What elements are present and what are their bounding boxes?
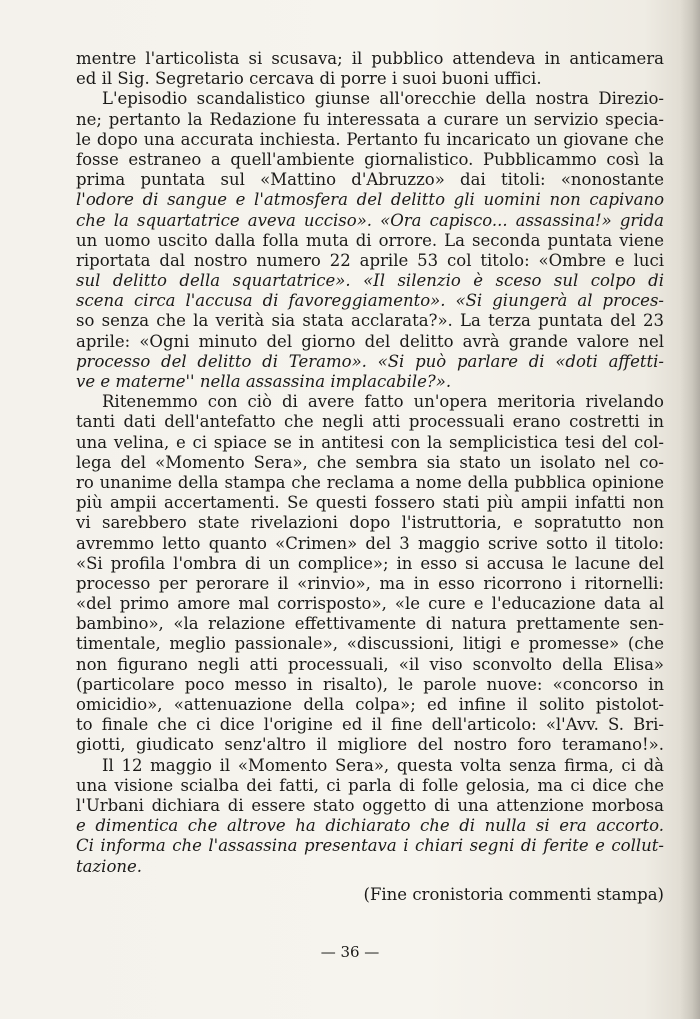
- text-line: giotti, giudicato senz'altro il migliore del nostro foro teramano!».: [76, 735, 664, 755]
- text-line: più ampii accertamenti. Se questi fossero stati più ampii infatti non: [76, 493, 664, 513]
- text-line: aprile: «Ogni minuto del giorno del delitto avrà grande valore nel: [76, 331, 664, 351]
- text-line: ne; pertanto la Redazione fu interessata a curare un servizio specia-: [76, 109, 664, 129]
- text-line: timentale, meglio passionale», «discussioni, litigi e promesse» (che: [76, 634, 664, 654]
- text-line: non figurano negli atti processuali, «il viso sconvolto della Elisa»: [76, 654, 664, 674]
- text-line: e dimentica che altrove ha dichiarato che di nulla si era accorto.: [76, 816, 664, 836]
- page-edge-shadow: [680, 0, 700, 1019]
- text-line: vi sarebbero state rivelazioni dopo l'istruttoria, e sopratutto non: [76, 513, 664, 533]
- text-line: prima puntata sul «Mattino d'Abruzzo» dai titoli: «nonostante: [76, 170, 664, 190]
- text-line: (particolare poco messo in risalto), le parole nuove: «concorso in: [76, 674, 664, 694]
- text-line: processo per perorare il «rinvio», ma in esso ricorrono i ritornelli:: [76, 573, 664, 593]
- text-line: lega del «Momento Sera», che sembra sia stato un isolato nel co-: [76, 452, 664, 472]
- body-text: [76, 49, 664, 905]
- text-line: avremmo letto quanto «Crimen» del 3 maggio scrive sotto il titolo:: [76, 533, 664, 553]
- text-line: l'odore di sangue e l'atmosfera del delitto gli uomini non capivano: [76, 190, 664, 210]
- closing-note: (Fine cronistoria commenti stampa): [363, 884, 664, 904]
- text-line: Ritenemmo con ciò di avere fatto un'opera meritoria rivelando: [102, 392, 664, 412]
- text-line: fosse estraneo a quell'ambiente giornalistico. Pubblicammo così la: [76, 149, 664, 169]
- text-line: so senza che la verità sia stata acclarata?». La terza puntata del 23: [76, 311, 664, 331]
- text-line: una visione scialba dei fatti, ci parla di folle gelosia, ma ci dice che: [76, 775, 664, 795]
- text-line: sul delitto della squartatrice». «Il silenzio è sceso sul colpo di: [76, 271, 664, 291]
- text-line: una velina, e ci spiace se in antitesi con la semplicistica tesi del col-: [76, 432, 664, 452]
- text-line: «Si profila l'ombra di un complice»; in esso si accusa le lacune del: [76, 553, 664, 573]
- text-line: un uomo uscito dalla folla muta di orrore. La seconda puntata viene: [76, 230, 664, 250]
- text-line: ro unanime della stampa che reclama a nome della pubblica opinione: [76, 472, 664, 492]
- text-line: che la squartatrice aveva ucciso». «Ora capisco... assassina!» grida: [76, 210, 664, 230]
- text-line: Ci informa che l'assassina presentava i chiari segni di ferite e collut-: [76, 836, 664, 856]
- text-line: to finale che ci dice l'origine ed il fine dell'articolo: «l'Avv. S. Bri-: [76, 715, 664, 735]
- text-line: le dopo una accurata inchiesta. Pertanto fu incaricato un giovane che: [76, 129, 664, 149]
- text-line: riportata dal nostro numero 22 aprile 53 col titolo: «Ombre e luci: [76, 250, 664, 270]
- text-line: mentre l'articolista si scusava; il pubblico attendeva in anticamera: [76, 49, 664, 68]
- text-line: bambino», «la relazione effettivamente di natura prettamente sen-: [76, 614, 664, 634]
- text-line: scena circa l'accusa di favoreggiamento». «Si giungerà al proces-: [76, 291, 664, 311]
- text-line: ve e materne'' nella assassina implacabile?».: [76, 372, 452, 391]
- text-line: l'Urbani dichiara di essere stato oggetto di una attenzione morbosa: [76, 795, 664, 815]
- text-line: ed il Sig. Segretario cercava di porre i suoi buoni uffici.: [76, 69, 542, 89]
- text-line: omicidio», «attenuazione della colpa»; ed infine il solito pistolot-: [76, 695, 664, 714]
- text-line: processo del delitto di Teramo». «Si può parlare di «doti affetti-: [76, 351, 664, 371]
- text-line: tanti dati dell'antefatto che negli atti processuali erano costretti in: [76, 412, 664, 432]
- text-line: tazione.: [76, 856, 143, 876]
- text-line: «del primo amore mal corrisposto», «le cure e l'educazione data al: [76, 594, 664, 614]
- page-number: — 36 —: [320, 943, 380, 961]
- text-line: Il 12 maggio il «Momento Sera», questa volta senza firma, ci dà: [102, 755, 664, 775]
- text-line: L'episodio scandalistico giunse all'orecchie della nostra Direzio-: [102, 89, 664, 109]
